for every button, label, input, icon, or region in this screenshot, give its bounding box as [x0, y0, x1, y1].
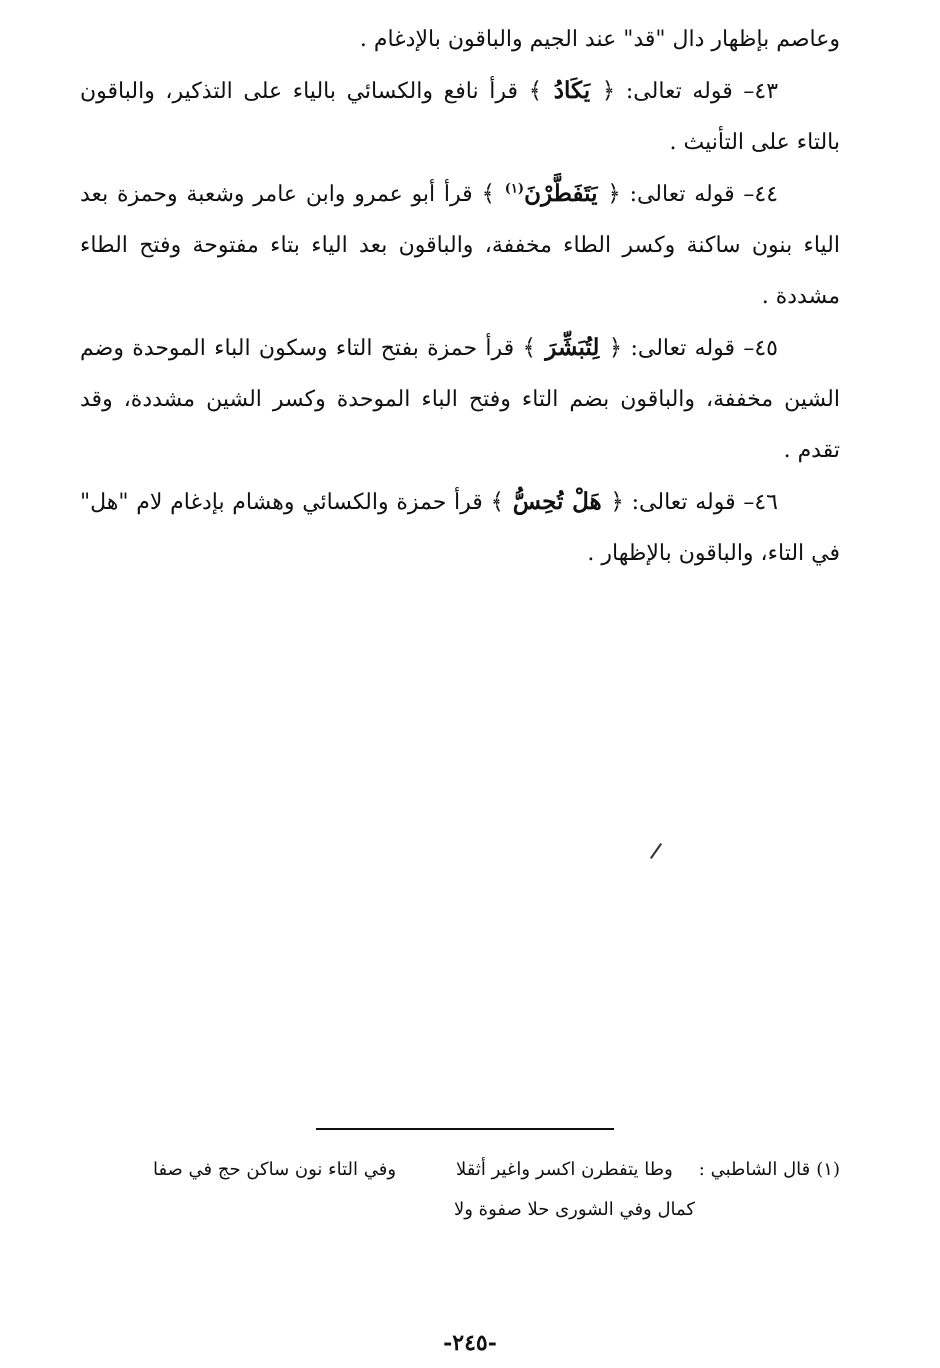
- entry-number: ٤٥: [754, 336, 778, 361]
- quran-quote: [522, 334, 622, 361]
- footnote-marker: (١): [816, 1159, 840, 1180]
- ornate-bracket-close: ﴾: [522, 335, 536, 361]
- entry-lead: – قوله تعالى:: [631, 490, 755, 515]
- entry-number: ٤٣: [754, 79, 779, 104]
- ornate-bracket-close: ﴾: [528, 78, 543, 104]
- entry-number: ٤٦: [754, 490, 778, 515]
- quran-quote: [491, 488, 624, 515]
- ornate-bracket-close: ﴾: [481, 181, 495, 207]
- entry-number: ٤٤: [754, 182, 779, 207]
- entry-45: [80, 322, 840, 476]
- quote-text: هَلْ تُحِسُّ: [512, 488, 602, 515]
- quote-text: لِتُبَشِّرَ: [545, 334, 600, 361]
- quote-text: يَتَفَطَّرْنَ: [524, 180, 598, 207]
- entry-text: قرأ حمزة بفتح التاء وسكون الباء الموحدة وضم الشين مخففة، والباقون بضم التاء وفتح الباء الموحدة وكسر الشين مشددة، وقد تقدم .: [80, 336, 840, 463]
- ornate-bracket-open: ﴿: [601, 78, 616, 104]
- entry-text: قرأ نافع والكسائي بالياء على التذكير، والباقون بالتاء على التأنيث .: [80, 79, 840, 155]
- footnote-reference[interactable]: (١): [504, 181, 525, 197]
- footnote: [110, 1150, 840, 1230]
- entry-44: [80, 168, 840, 322]
- entry-lead: – قوله تعالى:: [630, 336, 755, 361]
- ornate-bracket-close: ﴾: [490, 489, 505, 515]
- main-text: [80, 14, 840, 579]
- entry-text: قرأ حمزة والكسائي وهشام بإدغام لام "هل" في التاء، والباقون بالإظهار .: [80, 490, 840, 566]
- entry-43: [80, 65, 840, 168]
- entry-text: قرأ أبو عمرو وابن عامر وشعبة وحمزة بعد الياء بنون ساكنة وكسر الطاء مخففة، والباقون بعد الياء بتاء مفتوحة وفتح الطاء مشددة .: [80, 182, 840, 309]
- ornate-bracket-open: ﴿: [608, 335, 623, 361]
- entry-46: [80, 476, 840, 579]
- footnote-lead: قال الشاطبي :: [698, 1159, 811, 1180]
- entry-lead: – قوله تعالى:: [629, 182, 755, 207]
- verse-hemistich-1: وطا يتفطرن اكسر واغير أثقلا: [456, 1159, 673, 1180]
- quran-quote: [481, 180, 620, 207]
- entry-lead: – قوله تعالى:: [625, 79, 755, 104]
- footnote-line-2: كمال وفي الشورى حلا صفوة ولا: [453, 1199, 695, 1220]
- footnote-divider: [316, 1128, 614, 1130]
- verse-hemistich-2: وفي التاء نون ساكن حج في صفا: [152, 1159, 397, 1180]
- footnote-line-1: [110, 1150, 840, 1190]
- stray-pen-mark: [650, 843, 662, 859]
- quote-text: يَكَادُ: [553, 77, 591, 104]
- ornate-bracket-open: ﴿: [607, 181, 621, 207]
- page-number: -٢٤٥-: [443, 1330, 497, 1356]
- ornate-bracket-open: ﴿: [610, 489, 624, 515]
- quran-quote: [529, 77, 616, 104]
- intro-line: وعاصم بإظهار دال "قد" عند الجيم والباقون بالإدغام .: [359, 27, 840, 52]
